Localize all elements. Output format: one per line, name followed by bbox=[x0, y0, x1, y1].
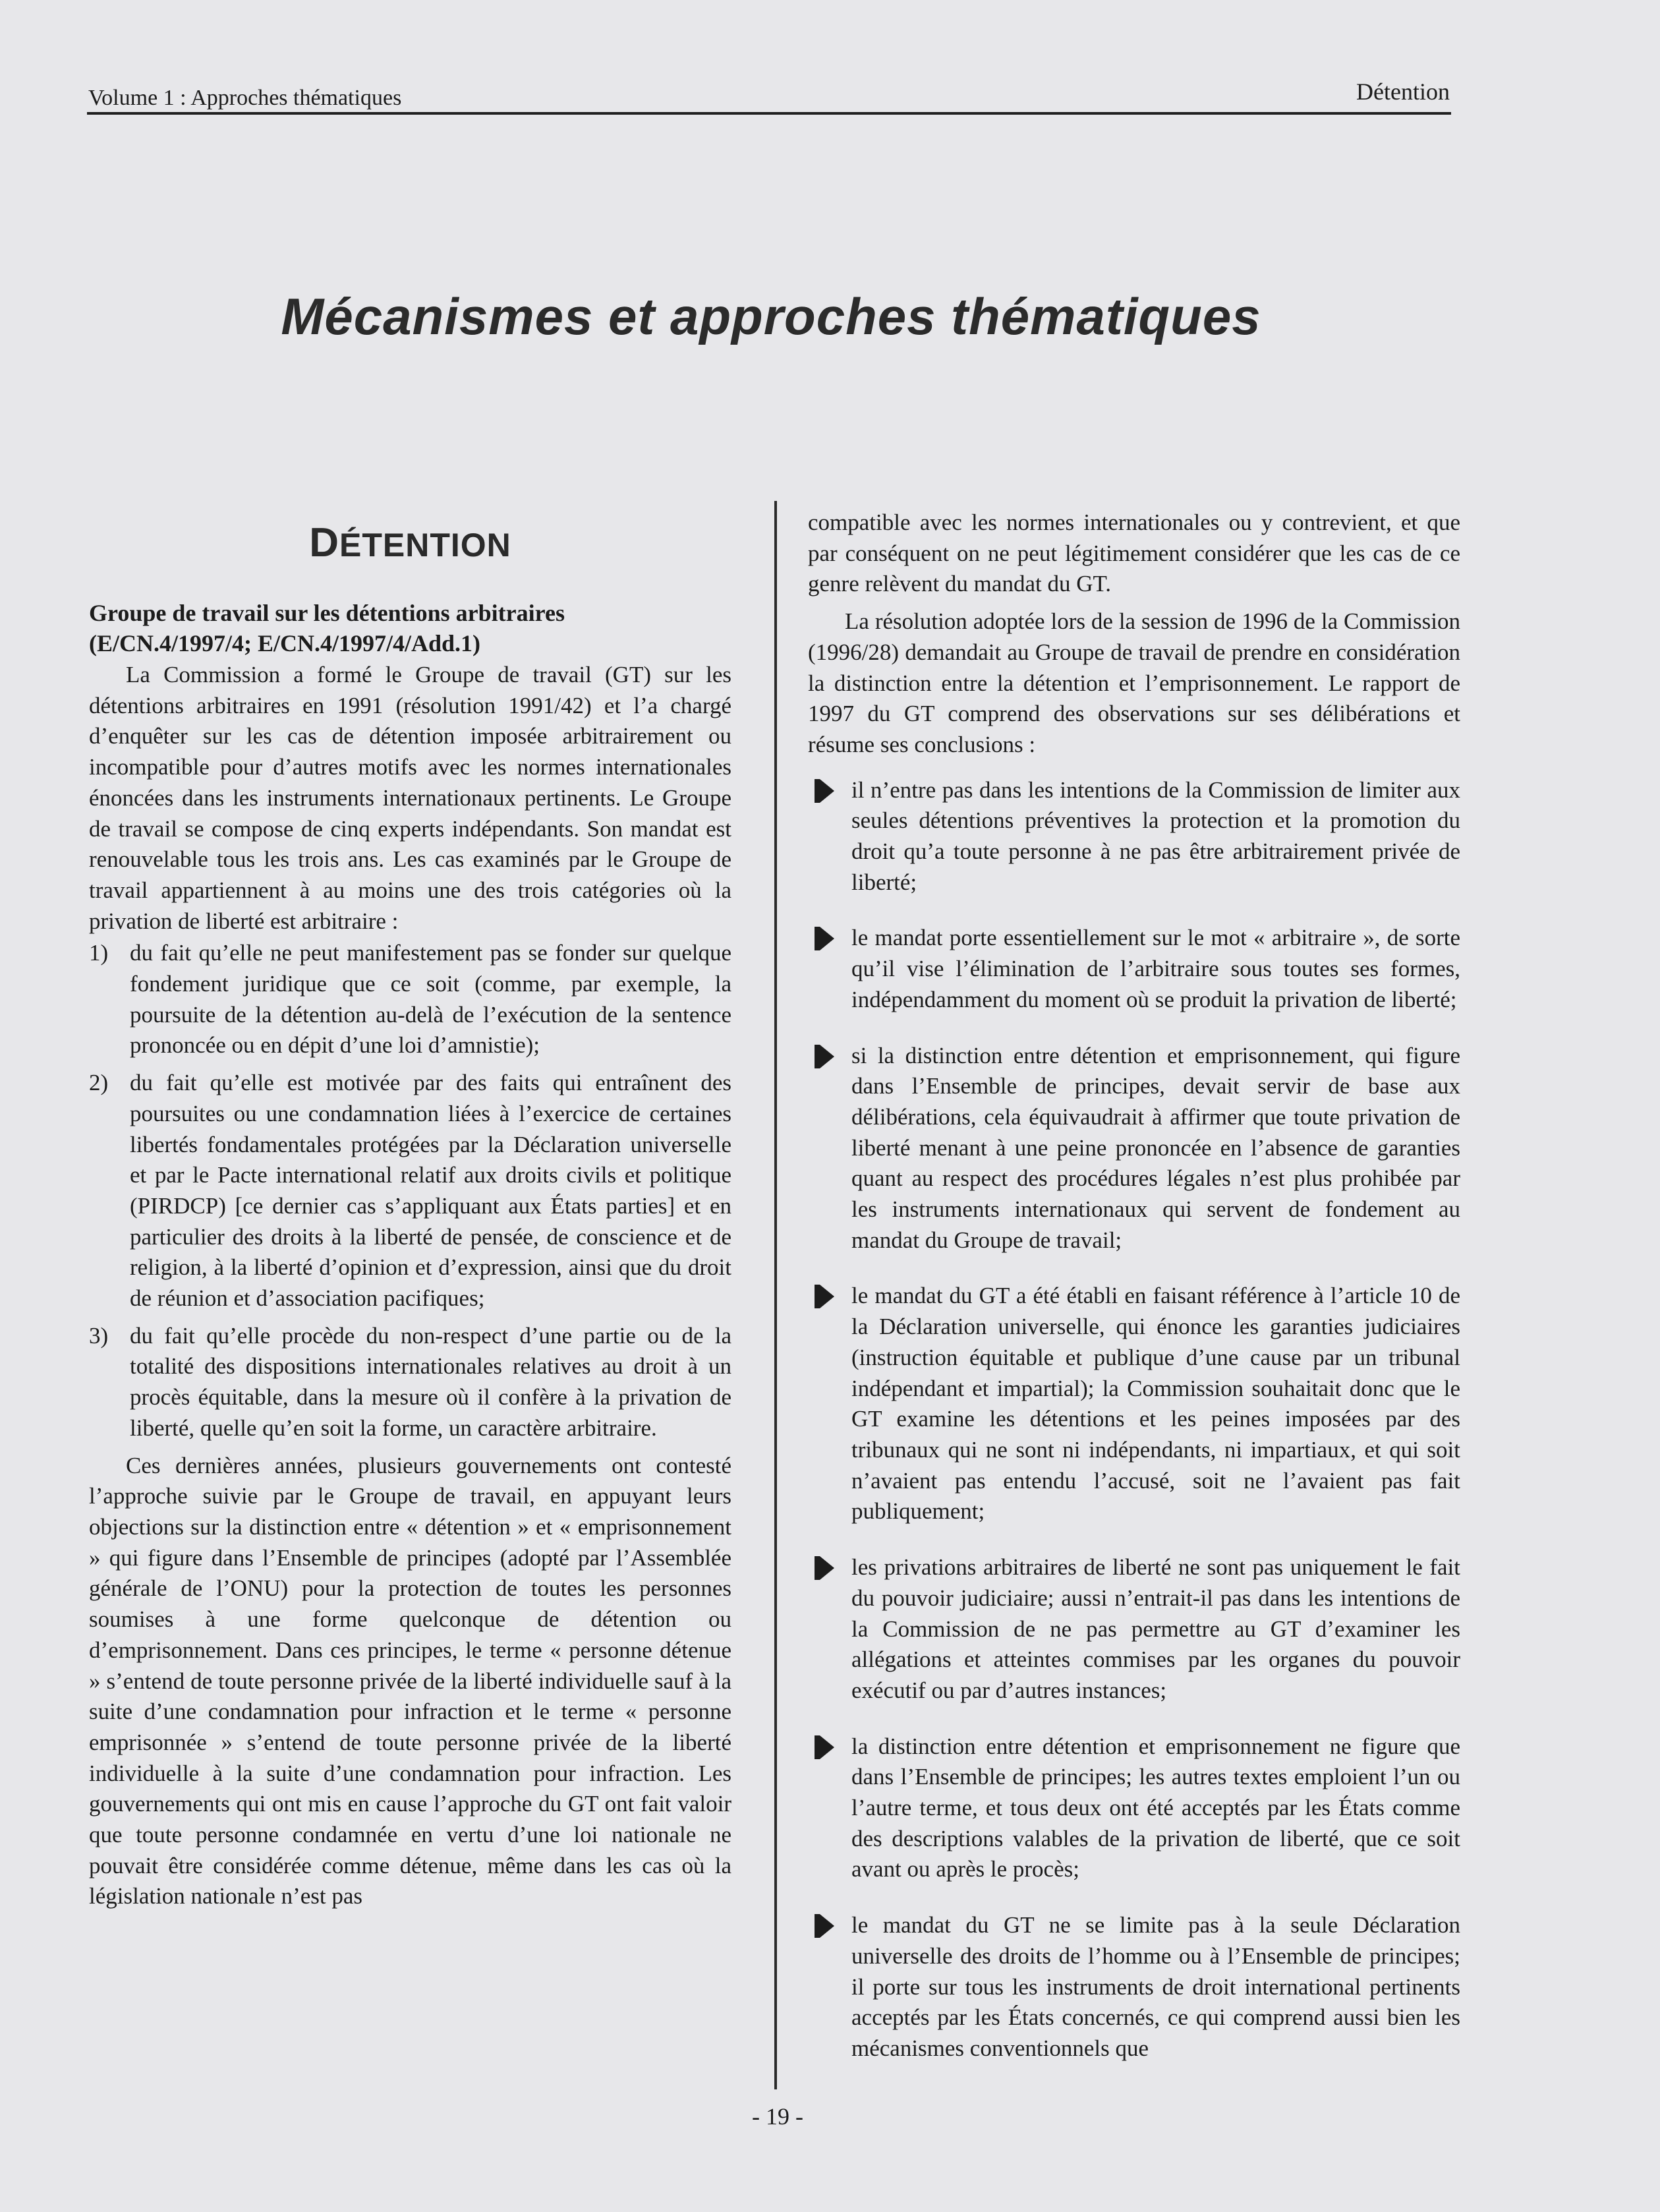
left-column bbox=[89, 508, 731, 1912]
triangle-bullet-icon bbox=[820, 927, 834, 950]
category-number: 1) bbox=[89, 940, 109, 966]
triangle-bullet-icon bbox=[820, 1914, 834, 1938]
conclusion-text: le mandat porte essentiellement sur le mot « arbitraire », de sorte qu’il vise l’élimination de l’arbitraire sous toutes ses formes, indépendamment du moment où se produit la privation de liberté; bbox=[851, 925, 1460, 1012]
subheading-line-1: Groupe de travail sur les détentions arbitraires bbox=[89, 600, 565, 626]
category-text: du fait qu’elle est motivée par des faits qui entraînent des poursuites ou une condamnation liées à l’exercice de certaines libertés fondamentales protégées par la Déclaration universelle et par le Pacte international relatif aux droits civils et politique (PIRDCP) [ce dernier cas s’appliquant aux États parties] et en particulier des droits à la liberté de pensée, de conscience et de religion, à la liberté d’opinion et d’expression, ainsi que du droit de réunion et d’association pacifiques; bbox=[130, 1070, 731, 1312]
conclusion-item bbox=[808, 1041, 1460, 1256]
triangle-bullet-icon bbox=[820, 1556, 834, 1580]
conclusions-list bbox=[808, 775, 1460, 2064]
conclusion-text: il n’entre pas dans les intentions de la Commission de limiter aux seules détentions préventives la protection et la promotion du droit qu’a toute personne à ne pas être arbitrairement privée de liberté; bbox=[851, 776, 1460, 895]
subheading bbox=[89, 598, 731, 658]
conclusion-text: les privations arbitraires de liberté ne sont pas uniquement le fait du pouvoir judiciaire; aussi n’entrait-il pas dans les intentions de la Commission de ne pas permettre au GT d’examiner les allégations et atteintes commises par les organes du pouvoir exécutif ou par d’autres instances; bbox=[851, 1554, 1460, 1703]
conclusion-text: le mandat du GT a été établi en faisant référence à l’article 10 de la Déclaration universelle, qui énonce les garanties judiciaires (instruction équitable et publique d’une cause par un tribunal indépendant et impartial); la Commission souhaitait donc que le GT examine les détentions et les peines imposées par des tribunaux qui ne sont ni indépendants, ni impartiaux, et qui soit n’avaient pas entendu l’accusé, soit ne l’avaient pas fait publiquement; bbox=[851, 1283, 1460, 1525]
category-item bbox=[89, 1068, 731, 1314]
conclusion-item bbox=[808, 923, 1460, 1015]
running-header bbox=[88, 78, 1450, 117]
category-text: du fait qu’elle ne peut manifestement pas se fonder sur quelque fondement juridique que ce soit (comme, par exemple, la poursuite de la détention au-delà de l’exécution de la sentence prononcée ou en dépit d’une loi d’amnistie); bbox=[130, 940, 731, 1059]
header-volume: Volume 1 : Approches thématiques bbox=[88, 86, 402, 110]
header-section: Détention bbox=[1356, 78, 1450, 105]
column-divider bbox=[774, 501, 777, 2089]
subheading-line-2: (E/CN.4/1997/4; E/CN.4/1997/4/Add.1) bbox=[89, 630, 481, 656]
conclusion-text: si la distinction entre détention et emprisonnement, qui figure dans l’Ensemble de principes, devait servir de base aux délibérations, cela équivaudrait à affirmer que toute privation de liberté menant à une peine prononcée en l’absence de garanties quant au respect des procédures légales n’est plus prohibée par les instruments internationaux qui servent de fondement au mandat du Groupe de travail; bbox=[851, 1042, 1460, 1253]
triangle-bullet-icon bbox=[820, 779, 834, 803]
header-rule bbox=[87, 112, 1451, 115]
conclusion-item bbox=[808, 1732, 1460, 1886]
category-item bbox=[89, 1321, 731, 1444]
body-paragraph: Ces dernières années, plusieurs gouvernements ont contesté l’approche suivie par le Groupe de travail, en appuyant leurs objections sur la distinction entre « détention » et « emprisonnement » qui figure dans l’Ensemble de principes (adopté par l’Assemblée générale de l’ONU) pour la protection de toutes les personnes soumises à une forme quelconque de détention ou d’emprisonnement. Dans ces principes, le terme « personne détenue » s’entend de toute personne privée de la liberté individuelle sauf à la suite d’une condamnation pour infraction et le terme « personne emprisonnée » s’entend de toute personne privée de la liberté individuelle à la suite d’une condamnation pour infraction. Les gouvernements qui ont mis en cause l’approche du GT ont fait valoir que toute personne condamnée en vertu d’une loi nationale ne pouvait être considérée comme détenue, même dans les cas où la législation nationale n’est pas bbox=[89, 1452, 731, 1909]
conclusion-item bbox=[808, 1281, 1460, 1527]
category-item bbox=[89, 938, 731, 1061]
page-title: Mécanismes et approches thématiques bbox=[281, 287, 1261, 345]
triangle-bullet-icon bbox=[820, 1285, 834, 1308]
conclusion-item bbox=[808, 775, 1460, 898]
category-number: 2) bbox=[89, 1070, 109, 1096]
triangle-bullet-icon bbox=[820, 1735, 834, 1759]
section-title-rest: ÉTENTION bbox=[339, 527, 511, 564]
conclusion-text: la distinction entre détention et emprisonnement ne figure que dans l’Ensemble de principes; les autres textes emploient l’un ou l’autre terme, et tous deux ont été acceptés par les États comme des descriptions valables de la privation de liberté, que ce soit avant ou après le procès; bbox=[851, 1733, 1460, 1882]
category-text: du fait qu’elle procède du non-respect d’une partie ou de la totalité des dispositions internationales relatives au droit à un procès équitable, dans la mesure où il confère à la privation de liberté, quelle qu’en soit la forme, un caractère arbitraire. bbox=[130, 1322, 731, 1441]
section-title bbox=[89, 508, 731, 566]
body-paragraph-continued: compatible avec les normes internationales ou y contrevient, et que par conséquent on ne peut légitimement considérer que les cas de ce genre relèvent du mandat du GT. bbox=[808, 509, 1460, 597]
category-list bbox=[89, 938, 731, 1443]
body-paragraph: La résolution adoptée lors de la session de 1996 de la Commission (1996/28) demandait au Groupe de travail de prendre en considération la distinction entre la détention et l’emprisonnement. Le rapport de 1997 du GT comprend des observations sur ses délibérations et résume ses conclusions : bbox=[808, 608, 1460, 757]
right-column bbox=[808, 508, 1460, 2064]
section-title-initial: D bbox=[309, 520, 339, 566]
intro-paragraph: La Commission a formé le Groupe de travail (GT) sur les détentions arbitraires en 1991 (résolution 1991/42) et l’a chargé d’enquêter sur les cas de détention imposée arbitrairement ou incompatible pour d’autres motifs avec les normes internationales énoncées dans les instruments internationaux pertinents. Le Groupe de travail se compose de cinq experts indépendants. Son mandat est renouvelable tous les trois ans. Les cas examinés par le Groupe de travail appartiennent à au moins une des trois catégories où la privation de liberté est arbitraire : bbox=[89, 662, 731, 934]
category-number: 3) bbox=[89, 1322, 109, 1349]
conclusion-item bbox=[808, 1552, 1460, 1706]
page-number: - 19 - bbox=[752, 2103, 803, 2130]
conclusion-text: le mandat du GT ne se limite pas à la seule Déclaration universelle des droits de l’homme ou à l’Ensemble de principes; il porte sur tous les instruments de droit international pertinents acceptés par les États concernés, ce qui comprend aussi bien les mécanismes conventionnels que bbox=[851, 1912, 1460, 2061]
conclusion-item bbox=[808, 1910, 1460, 2064]
triangle-bullet-icon bbox=[820, 1045, 834, 1068]
